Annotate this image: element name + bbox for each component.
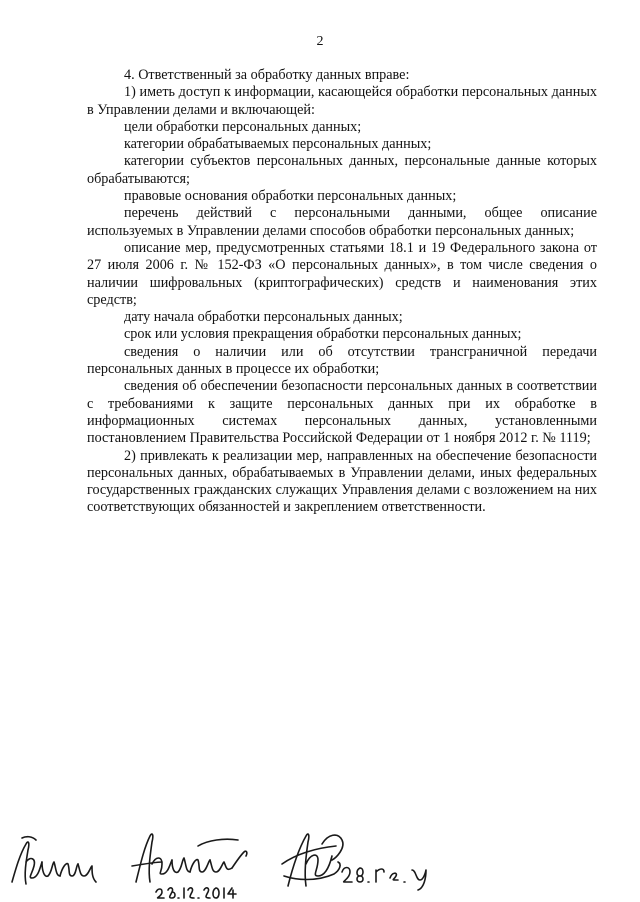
paragraph-actions-list: перечень действий с персональными данными, общее описание используемых в Управлении делами способов обработки персональных данных;	[87, 205, 597, 239]
signatures-area	[0, 818, 640, 902]
signature-1	[6, 832, 102, 892]
paragraph-access-info: 1) иметь доступ к информации, касающейся обработки персональных данных в Управлении делами и включающей:	[87, 84, 597, 118]
paragraph-subject-categories: категории субъектов персональных данных, персональные данные которых обрабатываются;	[87, 153, 597, 187]
paragraph-data-categories: категории обрабатываемых персональных данных;	[124, 136, 432, 153]
paragraph-termination: срок или условия прекращения обработки персональных данных;	[124, 326, 522, 343]
document-body	[87, 67, 597, 517]
paragraph-start-date: дату начала обработки персональных данных;	[124, 309, 403, 326]
paragraph-involve-staff: 2) привлекать к реализации мер, направленных на обеспечение безопасности персональных данных, обрабатываемых в Управлении делами, иных федеральных государственных гражданских служащих Управления делами с возложением на них соответствующих обязанностей и закреплением ответственности.	[87, 447, 597, 516]
signature-3	[276, 824, 436, 896]
paragraph-measures: описание мер, предусмотренных статьями 18.1 и 19 Федерального закона от 27 июля 2006 г. № 152-ФЗ «О персональных данных», в том числе сведения о наличии шифровальных (криптографических) средств и наименования этих средств;	[87, 239, 597, 308]
page-number: 2	[316, 34, 324, 49]
paragraph-cross-border: сведения о наличии или об отсутствии трансграничной передачи персональных данных в процессе их обработки;	[87, 343, 597, 378]
paragraph-legal-grounds: правовые основания обработки персональных данных;	[124, 188, 457, 205]
paragraph-processing-goals: цели обработки персональных данных;	[124, 118, 362, 135]
paragraph-security: сведения об обеспечении безопасности персональных данных в соответствии с требованиями к защите персональных данных при их обработке в информационных системах персональных данных, установленными постановлением Правительства Российской Федерации от 1 ноября 2012 г. № 1119;	[87, 378, 597, 447]
signature-2	[128, 826, 268, 902]
paragraph-rights-heading: 4. Ответственный за обработку данных вправе:	[124, 67, 410, 83]
